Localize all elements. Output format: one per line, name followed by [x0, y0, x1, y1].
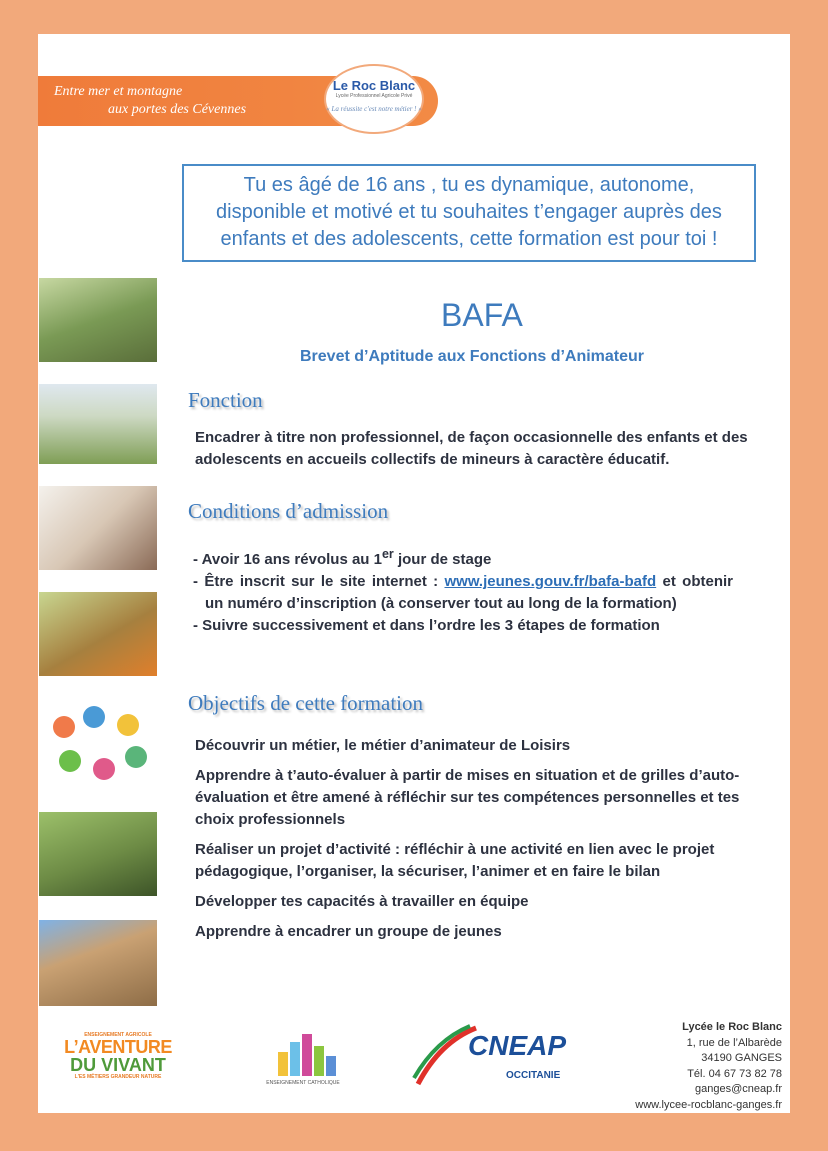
page-subtitle: Brevet d’Aptitude aux Fonctions d’Animateur	[300, 348, 645, 365]
photo-school-building	[39, 920, 157, 1006]
fonction-heading: Fonction	[188, 388, 263, 412]
page-title: BAFA	[441, 297, 523, 333]
illustration-children-circle	[39, 702, 157, 786]
logo-motto: « La réussite c'est notre métier ! »	[326, 105, 422, 113]
inscription-link[interactable]: www.jeunes.gouv.fr/bafa-bafd	[444, 573, 657, 590]
contact-phone: Tél. 04 67 73 82 78	[687, 1067, 782, 1080]
contact-email[interactable]: ganges@cneap.fr	[694, 1083, 782, 1095]
contact-name: Lycée le Roc Blanc	[682, 1021, 782, 1033]
intro-line1: Tu es âgé de 16 ans , tu es dynamique, autonome,	[243, 174, 695, 196]
logo-sub: Lycée Professionnel Agricole Privé	[335, 93, 413, 99]
tagline-line2: aux portes des Cévennes	[108, 102, 247, 117]
intro-box	[182, 164, 756, 262]
objectif-item: Apprendre à encadrer un groupe de jeunes	[195, 923, 502, 940]
logo3-region: OCCITANIE	[506, 1070, 561, 1081]
catholique-bars-icon	[278, 1030, 338, 1076]
logo2-caption: ENSEIGNEMENT CATHOLIQUE	[266, 1080, 340, 1086]
objectif-item: Réaliser un projet d’activité : réfléchir à une activité en lien avec le projet pédagogique, l’organiser, la sécuriser, l’animer et en faire le bilan	[195, 841, 715, 880]
fonction-text: Encadrer à titre non professionnel, de façon occasionnelle des enfants et des adolescents en accueils collectifs de mineurs à caractère éducatif.	[195, 429, 748, 468]
condition-age-suffix: jour de stage	[393, 551, 492, 568]
photo-tipi-camp	[39, 384, 157, 464]
conditions-list	[193, 543, 733, 637]
condition-age	[193, 543, 733, 571]
aventure-du-vivant-logo	[58, 1032, 178, 1088]
condition-inscription-prefix: - Être inscrit sur le site internet :	[193, 573, 445, 590]
contact-block	[635, 1020, 782, 1113]
flyer-page	[38, 34, 790, 1113]
logo1-line1: L’AVENTURE	[64, 1037, 172, 1057]
objectifs-heading: Objectifs de cette formation	[188, 691, 423, 715]
contact-web[interactable]: www.lycee-rocblanc-ganges.fr	[635, 1098, 782, 1111]
logo1-small: ENSEIGNEMENT AGRICOLE	[84, 1032, 152, 1038]
objectif-item: Découvrir un métier, le métier d’animateur de Loisirs	[195, 737, 571, 754]
logo3-name: CNEAP	[468, 1030, 567, 1061]
intro-line2: disponible et motivé et tu souhaites t’engager auprès des	[216, 201, 722, 223]
logo1-bottom: L'ES MÉTIERS GRANDEUR NATURE	[74, 1074, 162, 1080]
cneap-logo	[410, 1022, 580, 1092]
objectif-item: Apprendre à t’auto-évaluer à partir de mises en situation et de grilles d’auto-évaluation et être amené à réfléchir sur tes compétences personnelles et tes choix professionnels	[195, 767, 740, 828]
intro-line3: enfants et des adolescents, cette formation est pour toi !	[220, 228, 718, 250]
condition-inscription-suffix: et obtenir un numéro d’inscription (à conserver tout au long de la formation)	[205, 573, 733, 612]
contact-city: 34190 GANGES	[701, 1052, 782, 1064]
condition-age-prefix: - Avoir 16 ans révolus au 1	[193, 551, 382, 568]
conditions-heading: Conditions d’admission	[188, 499, 389, 523]
photo-child-climbing	[39, 592, 157, 676]
objectifs-list	[195, 735, 765, 951]
contact-street: 1, rue de l’Albarède	[686, 1036, 782, 1049]
objectif-item: Développer tes capacités à travailler en équipe	[195, 893, 529, 910]
photo-classroom	[39, 486, 157, 570]
photo-group-children	[39, 278, 157, 362]
tagline-line1: Entre mer et montagne	[54, 84, 183, 99]
condition-age-sup: er	[381, 547, 394, 561]
logo-name: Le Roc Blanc	[332, 78, 416, 93]
logo1-line2: DU VIVANT	[70, 1055, 166, 1075]
photo-camp-tents	[39, 812, 157, 896]
enseignement-catholique-logo	[248, 1030, 358, 1094]
roc-blanc-logo	[324, 64, 424, 134]
condition-etapes: - Suivre successivement et dans l’ordre les 3 étapes de formation	[193, 617, 660, 634]
condition-inscription	[193, 571, 733, 615]
